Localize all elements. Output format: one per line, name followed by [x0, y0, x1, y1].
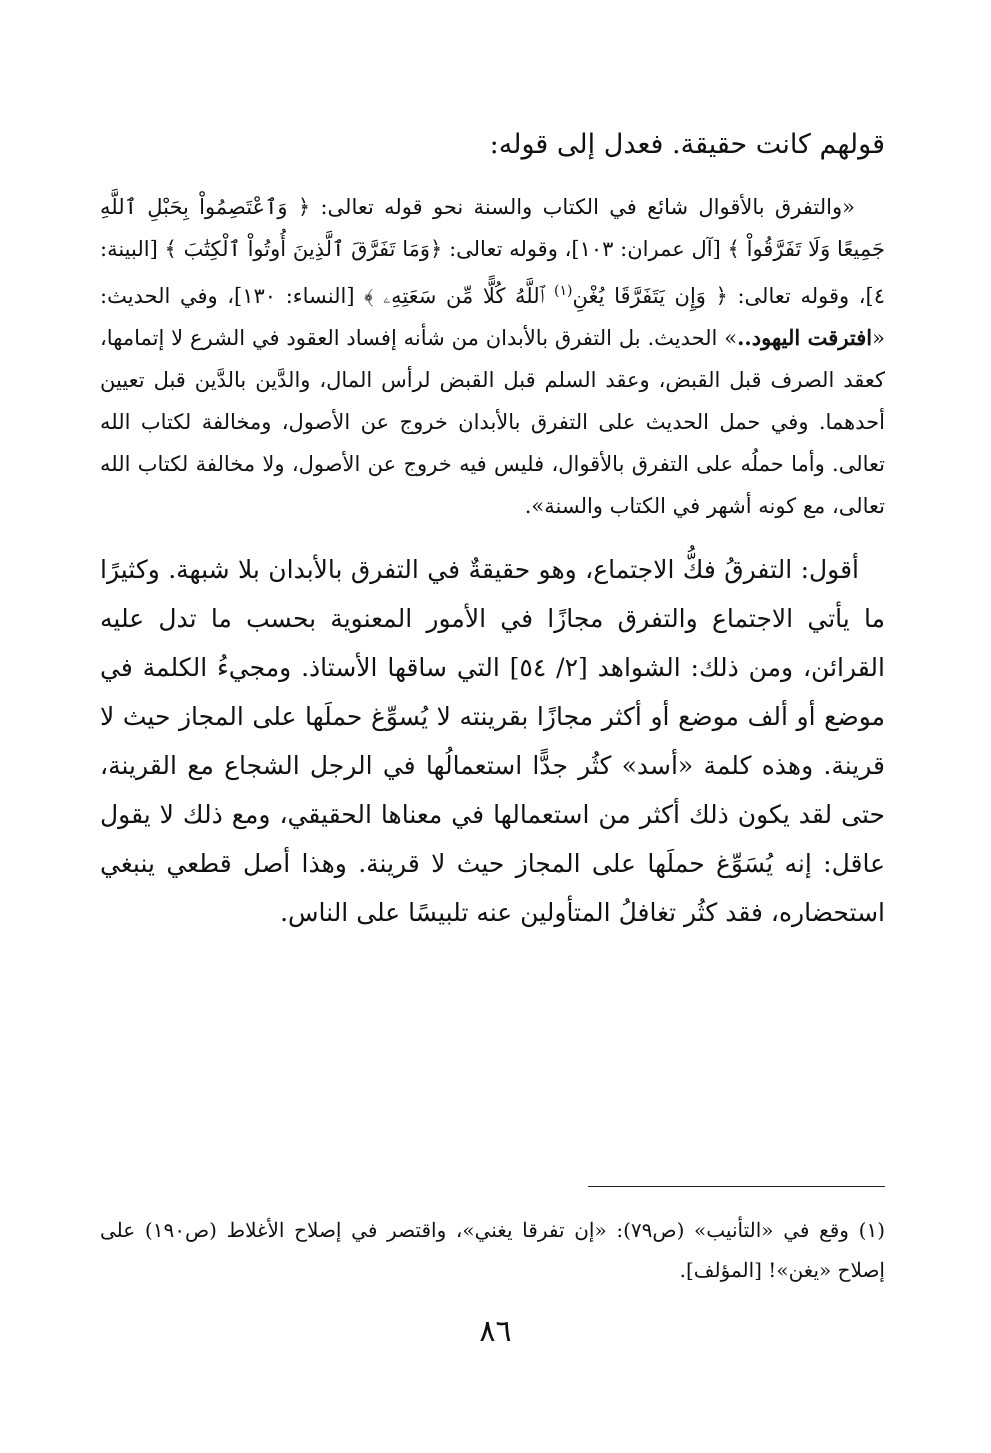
- hadith-phrase: افترقت اليهود..: [737, 325, 873, 350]
- quote-text-part-1: «والتفرق بالأقوال شائع في الكتاب والسنة نحو قوله تعالى: ﴿ وَٱعْتَصِمُواْ بِحَبْلِ ٱللَّهِ جَمِيعًا وَلَا تَفَرَّقُواْ ﴾ [آل عمران: ١٠٣]، وقوله تعالى: ﴿وَمَا تَفَرَّقَ ٱلَّذِينَ أُوتُواْ ٱلْكِتَٰبَ ﴾ [البينة: ٤]، وقوله تعالى: ﴿ وَإِن يَتَفَرَّقَا يُغْنِ: [100, 195, 885, 308]
- page-number: ٨٦: [479, 1314, 512, 1349]
- author-response-paragraph: أقول: التفرقُ فكُّ الاجتماع، وهو حقيقةٌ في التفرق بالأبدان بلا شبهة. وكثيرًا ما يأتي الاجتماع والتفرق مجازًا في الأمور المعنوية بحسب ما تدل عليه القرائن، ومن ذلك: الشواهد [٢/ ٥٤] التي ساقها الأستاذ. ومجيءُ الكلمة في موضع أو ألف موضع أو أكثر مجازًا بقرينته لا يُسوِّغ حملَها على المجاز حيث لا قرينة. وهذه كلمة «أسد» كثُر جدًّا استعمالُها في الرجل الشجاع مع القرينة، حتى لقد يكون ذلك أكثر من استعمالها في معناها الحقيقي، ومع ذلك لا يقول عاقل: إنه يُسَوِّغ حملَها على المجاز حيث لا قرينة. وهذا أصل قطعي ينبغي استحضاره، فقد كثُر تغافلُ المتأولين عنه تلبيسًا على الناس.: [100, 555, 885, 927]
- quote-text-part-3: » الحديث. بل التفرق بالأبدان من شأنه إفساد العقود في الشرع لا إتمامها، كعقد الصرف قبل القبض، وعقد السلم قبل القبض لرأس المال، والدَّين بالدَّين قبل تعيين أحدهما. وفي حمل الحديث على التفرق بالأبدان خروج عن الأصول، ومخالفة لكتاب الله تعالى. وأما حملُه على التفرق بالأقوال، فليس فيه خروج عن الأصول، ولا مخالفة لكتاب الله تعالى، مع كونه أشهر في الكتاب والسنة».: [100, 326, 885, 518]
- footnote-marker: (١): [554, 283, 573, 299]
- lead-sentence: قولهم كانت حقيقة. فعدل إلى قوله:: [489, 129, 885, 160]
- main-text-block: [100, 118, 885, 937]
- footnote-divider: [588, 1186, 885, 1187]
- quoted-passage: [100, 186, 885, 527]
- quote-text-part-2: ٱللَّهُ كُلًّا مِّن سَعَتِهِۦ ﴾ [النساء: ١٣٠]، وفي الحديث: «: [100, 284, 885, 350]
- footnote: (١) وقع في «التأنيب» (ص٧٩): «إن تفرقا يغني»، واقتصر في إصلاح الأغلاط (ص١٩٠) على إصلاح «يغن»! [المؤلف].: [100, 1218, 885, 1282]
